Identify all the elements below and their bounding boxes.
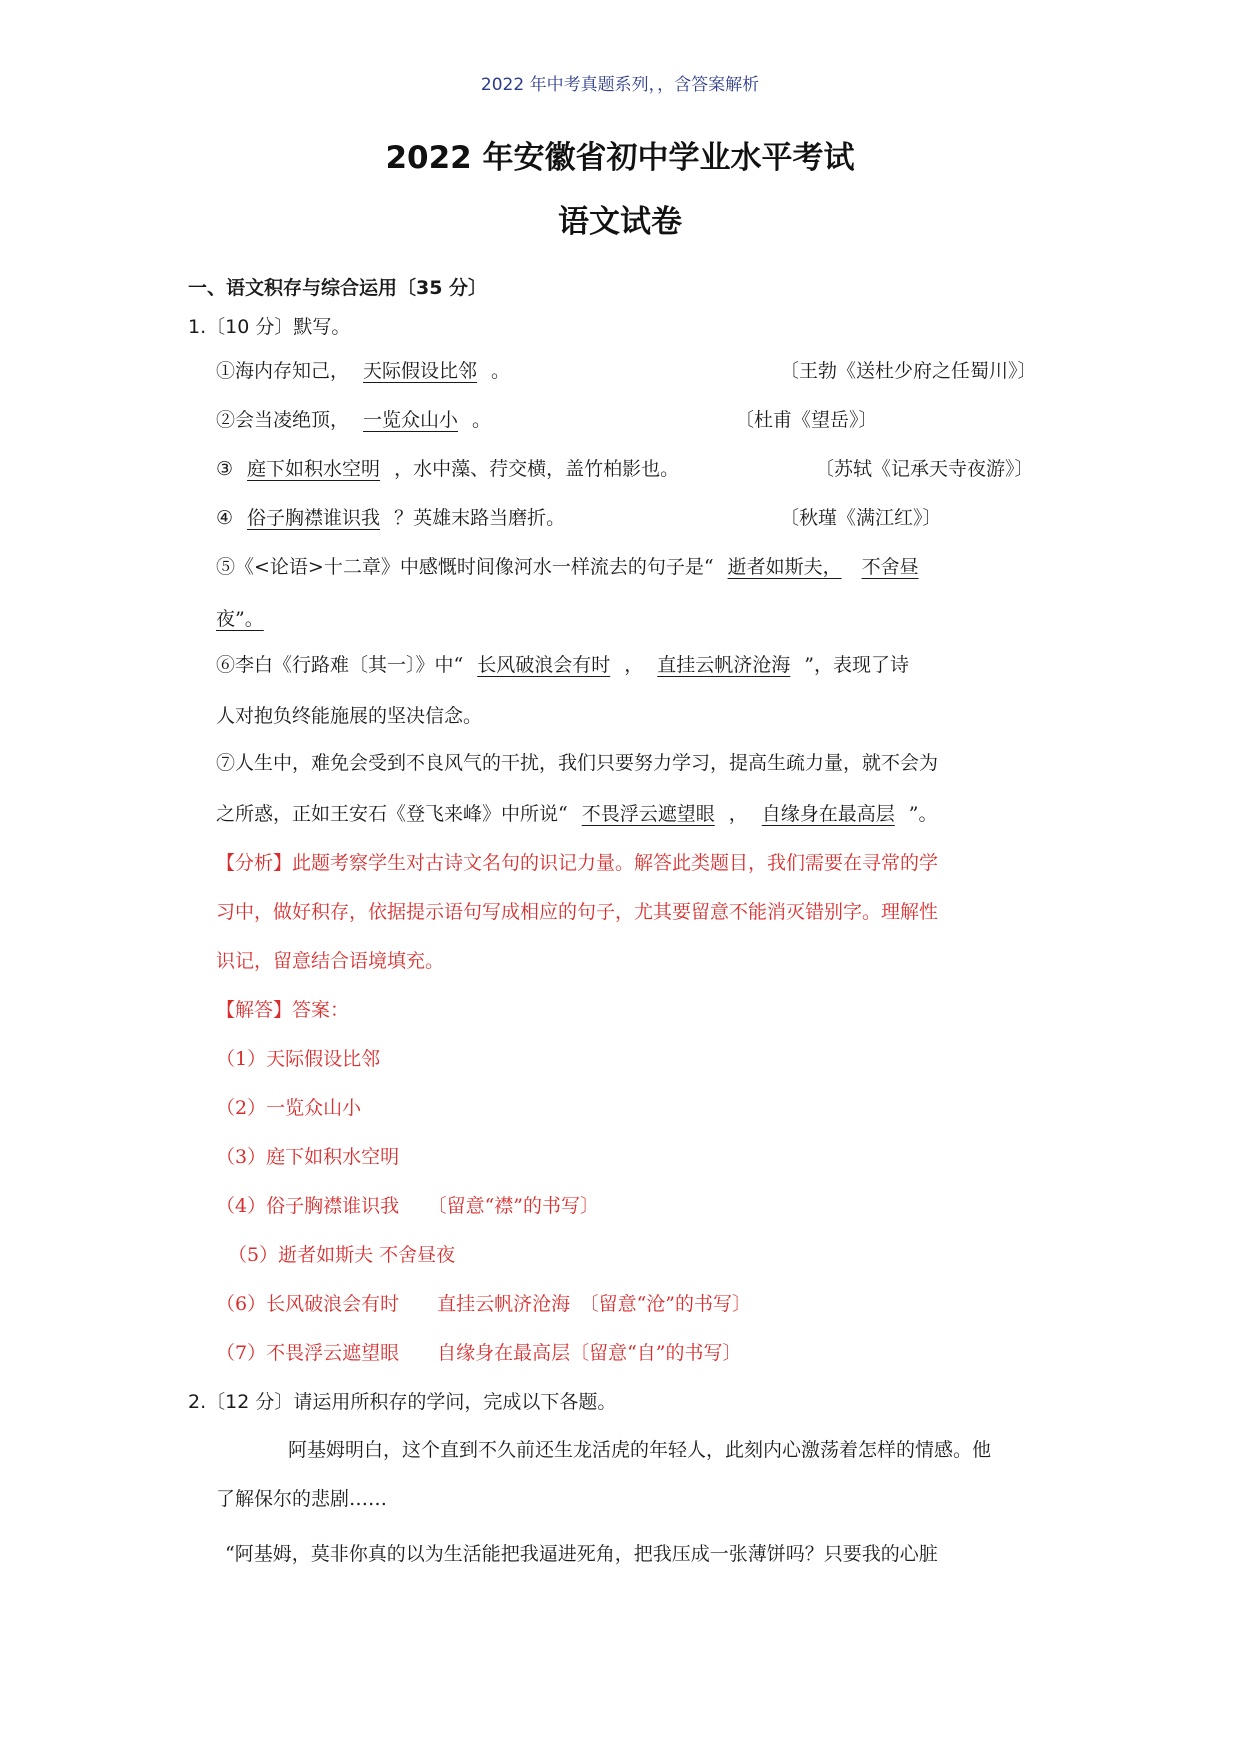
- item-4: ④ 俗子胸襟谁识我 ？英雄末路当磨折。: [216, 507, 566, 529]
- item-3: ③ 庭下如积水空明 ，水中藻、荇交横，盖竹柏影也。: [216, 458, 680, 480]
- answer-blank: 不畏浮云遮望眼: [581, 803, 715, 825]
- answer-blank: 不舍昼: [861, 556, 919, 578]
- answer-blank: 俗子胸襟谁识我: [247, 507, 381, 529]
- analysis-line: 习中，做好积存，依据提示语句写成相应的句子，尤其要留意不能消灭错别字。理解性: [216, 901, 939, 923]
- page-header: 2022 年中考真题系列，，含答案解析: [480, 75, 760, 95]
- source-citation: 〔秋瑾《满江红》〕: [780, 507, 942, 529]
- answer-blank: 一览众山小: [363, 409, 459, 431]
- answer-blank: 夜: [216, 608, 236, 630]
- item-7: ⑦人生中，难免会受到不良风气的干扰，我们只要努力学习，提高生疏力量，就不会为: [216, 752, 939, 774]
- question-1-head: 1.〔10 分〕默写。: [188, 316, 351, 338]
- answer-blank: 逝者如斯夫，: [727, 556, 842, 578]
- answer-blank: 长风破浪会有时: [477, 654, 611, 676]
- section-heading: 一、语文积存与综合运用〔35 分〕: [188, 277, 488, 299]
- item-2: ②会当凌绝顶， 一览众山小 。: [216, 409, 492, 431]
- exam-subtitle: 语文试卷: [558, 204, 682, 240]
- answer-blank: 庭下如积水空明: [247, 458, 381, 480]
- answer-item: （7）不畏浮云遮望眼 自缘身在最高层〔留意“自”的书写〕: [216, 1342, 742, 1364]
- item-5: ⑤《<论语>十二章》中感慨时间像河水一样流去的句子是“ 逝者如斯夫， 不舍昼: [216, 556, 919, 578]
- answer-item: （1）天际假设比邻: [216, 1048, 381, 1070]
- answer-blank: 直挂云帆济沧海: [657, 654, 791, 676]
- item-6: ⑥李白《行路难〔其一〕》中“ 长风破浪会有时 ， 直挂云帆济沧海 ”，表现了诗: [216, 654, 909, 676]
- passage-line: 阿基姆明白，这个直到不久前还生龙活虎的年轻人，此刻内心激荡着怎样的情感。他: [288, 1439, 992, 1461]
- item-1: ①海内存知己， 天际假设比邻 。: [216, 360, 511, 382]
- answer-blank: 自缘身在最高层: [761, 803, 895, 825]
- passage-line: 了解保尔的悲剧……: [216, 1488, 388, 1510]
- source-citation: 〔杜甫《望岳》〕: [735, 409, 878, 431]
- answer-item: （4）俗子胸襟谁识我 〔留意“襟”的书写〕: [216, 1195, 600, 1217]
- item-5-cont: 夜”。: [216, 608, 264, 630]
- item-6-cont: 人对抱负终能施展的坚决信念。: [216, 705, 483, 727]
- answer-item: （2）一览众山小: [216, 1097, 362, 1119]
- item-7-cont: 之所惑，正如王安石《登飞来峰》中所说“ 不畏浮云遮望眼 ， 自缘身在最高层 ”。: [216, 803, 938, 825]
- answer-item: （5）逝者如斯夫 不舍昼夜: [228, 1244, 456, 1266]
- analysis-line: 识记，留意结合语境填充。: [216, 950, 445, 972]
- source-citation: 〔王勃《送杜少府之任蜀川》〕: [780, 360, 1037, 382]
- exam-title: 2022 年安徽省初中学业水平考试: [385, 140, 855, 176]
- answer-blank: 天际假设比邻: [363, 360, 478, 382]
- answer-item: （3）庭下如积水空明: [216, 1146, 400, 1168]
- answer-heading: 【解答】答案：: [216, 999, 350, 1021]
- analysis-line: 【分析】此题考察学生对古诗文名句的识记力量。解答此类题目，我们需要在寻常的学: [216, 852, 939, 874]
- question-2-head: 2.〔12 分〕请运用所积存的学问，完成以下各题。: [188, 1391, 617, 1413]
- passage-line: “阿基姆，莫非你真的以为生活能把我逼进死角，把我压成一张薄饼吗？只要我的心脏: [225, 1543, 938, 1565]
- answer-item: （6）长风破浪会有时 直挂云帆济沧海 〔留意“沧”的书写〕: [216, 1293, 752, 1315]
- source-citation: 〔苏轼《记承天寺夜游》〕: [815, 458, 1034, 480]
